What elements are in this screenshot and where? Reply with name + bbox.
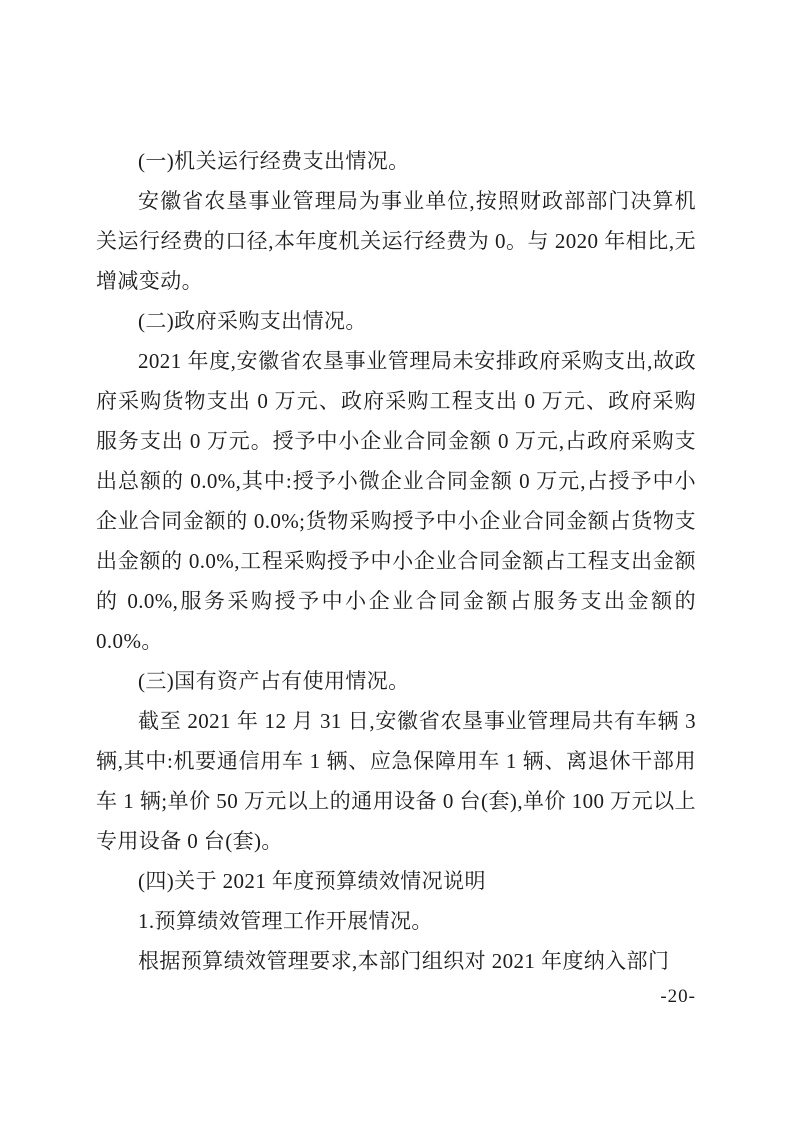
section-paragraph-4: 根据预算绩效管理要求,本部门组织对 2021 年度纳入部门 [138,949,670,973]
section-paragraph-3: 截至 2021 年 12 月 31 日,安徽省农垦事业管理局共有车辆 3 辆,其中:机要通信用车 1 辆、应急保障用车 1 辆、离退休干部用车 1 辆;单价 50 万元以上的通用设备 0 台(套),单价 100 万元以上专用设备 0 台(套)。 [96,709,696,853]
section-subheading-4-1: 1.预算绩效管理工作开展情况。 [138,909,433,933]
section-heading-2: (二)政府采购支出情况。 [138,309,367,333]
section-paragraph-2: 2021 年度,安徽省农垦事业管理局未安排政府采购支出,故政府采购货物支出 0 万元、政府采购工程支出 0 万元、政府采购服务支出 0 万元。授予中小企业合同金额 0 万元,占政府采购支出总额的 0.0%,其中:授予小微企业合同金额 0 万元,占授予中小企业合同金额的 0.0%;货物采购授予中小企业合同金额占货物支出金额的 0.0%,工程采购授予中小企业合同金额占工程支出金额的 0.0%,服务采购授予中小企业合同金额占服务支出金额的 0.0%。 [96,349,696,653]
section-heading-3: (三)国有资产占有使用情况。 [138,669,410,693]
section-heading-4: (四)关于 2021 年度预算绩效情况说明 [138,869,486,893]
section-paragraph-1: 安徽省农垦事业管理局为事业单位,按照财政部部门决算机关运行经费的口径,本年度机关运行经费为 0。与 2020 年相比,无增减变动。 [96,189,696,293]
page-number: -20- [660,986,696,1007]
section-heading-1: (一)机关运行经费支出情况。 [138,149,410,173]
document-body [96,141,696,981]
